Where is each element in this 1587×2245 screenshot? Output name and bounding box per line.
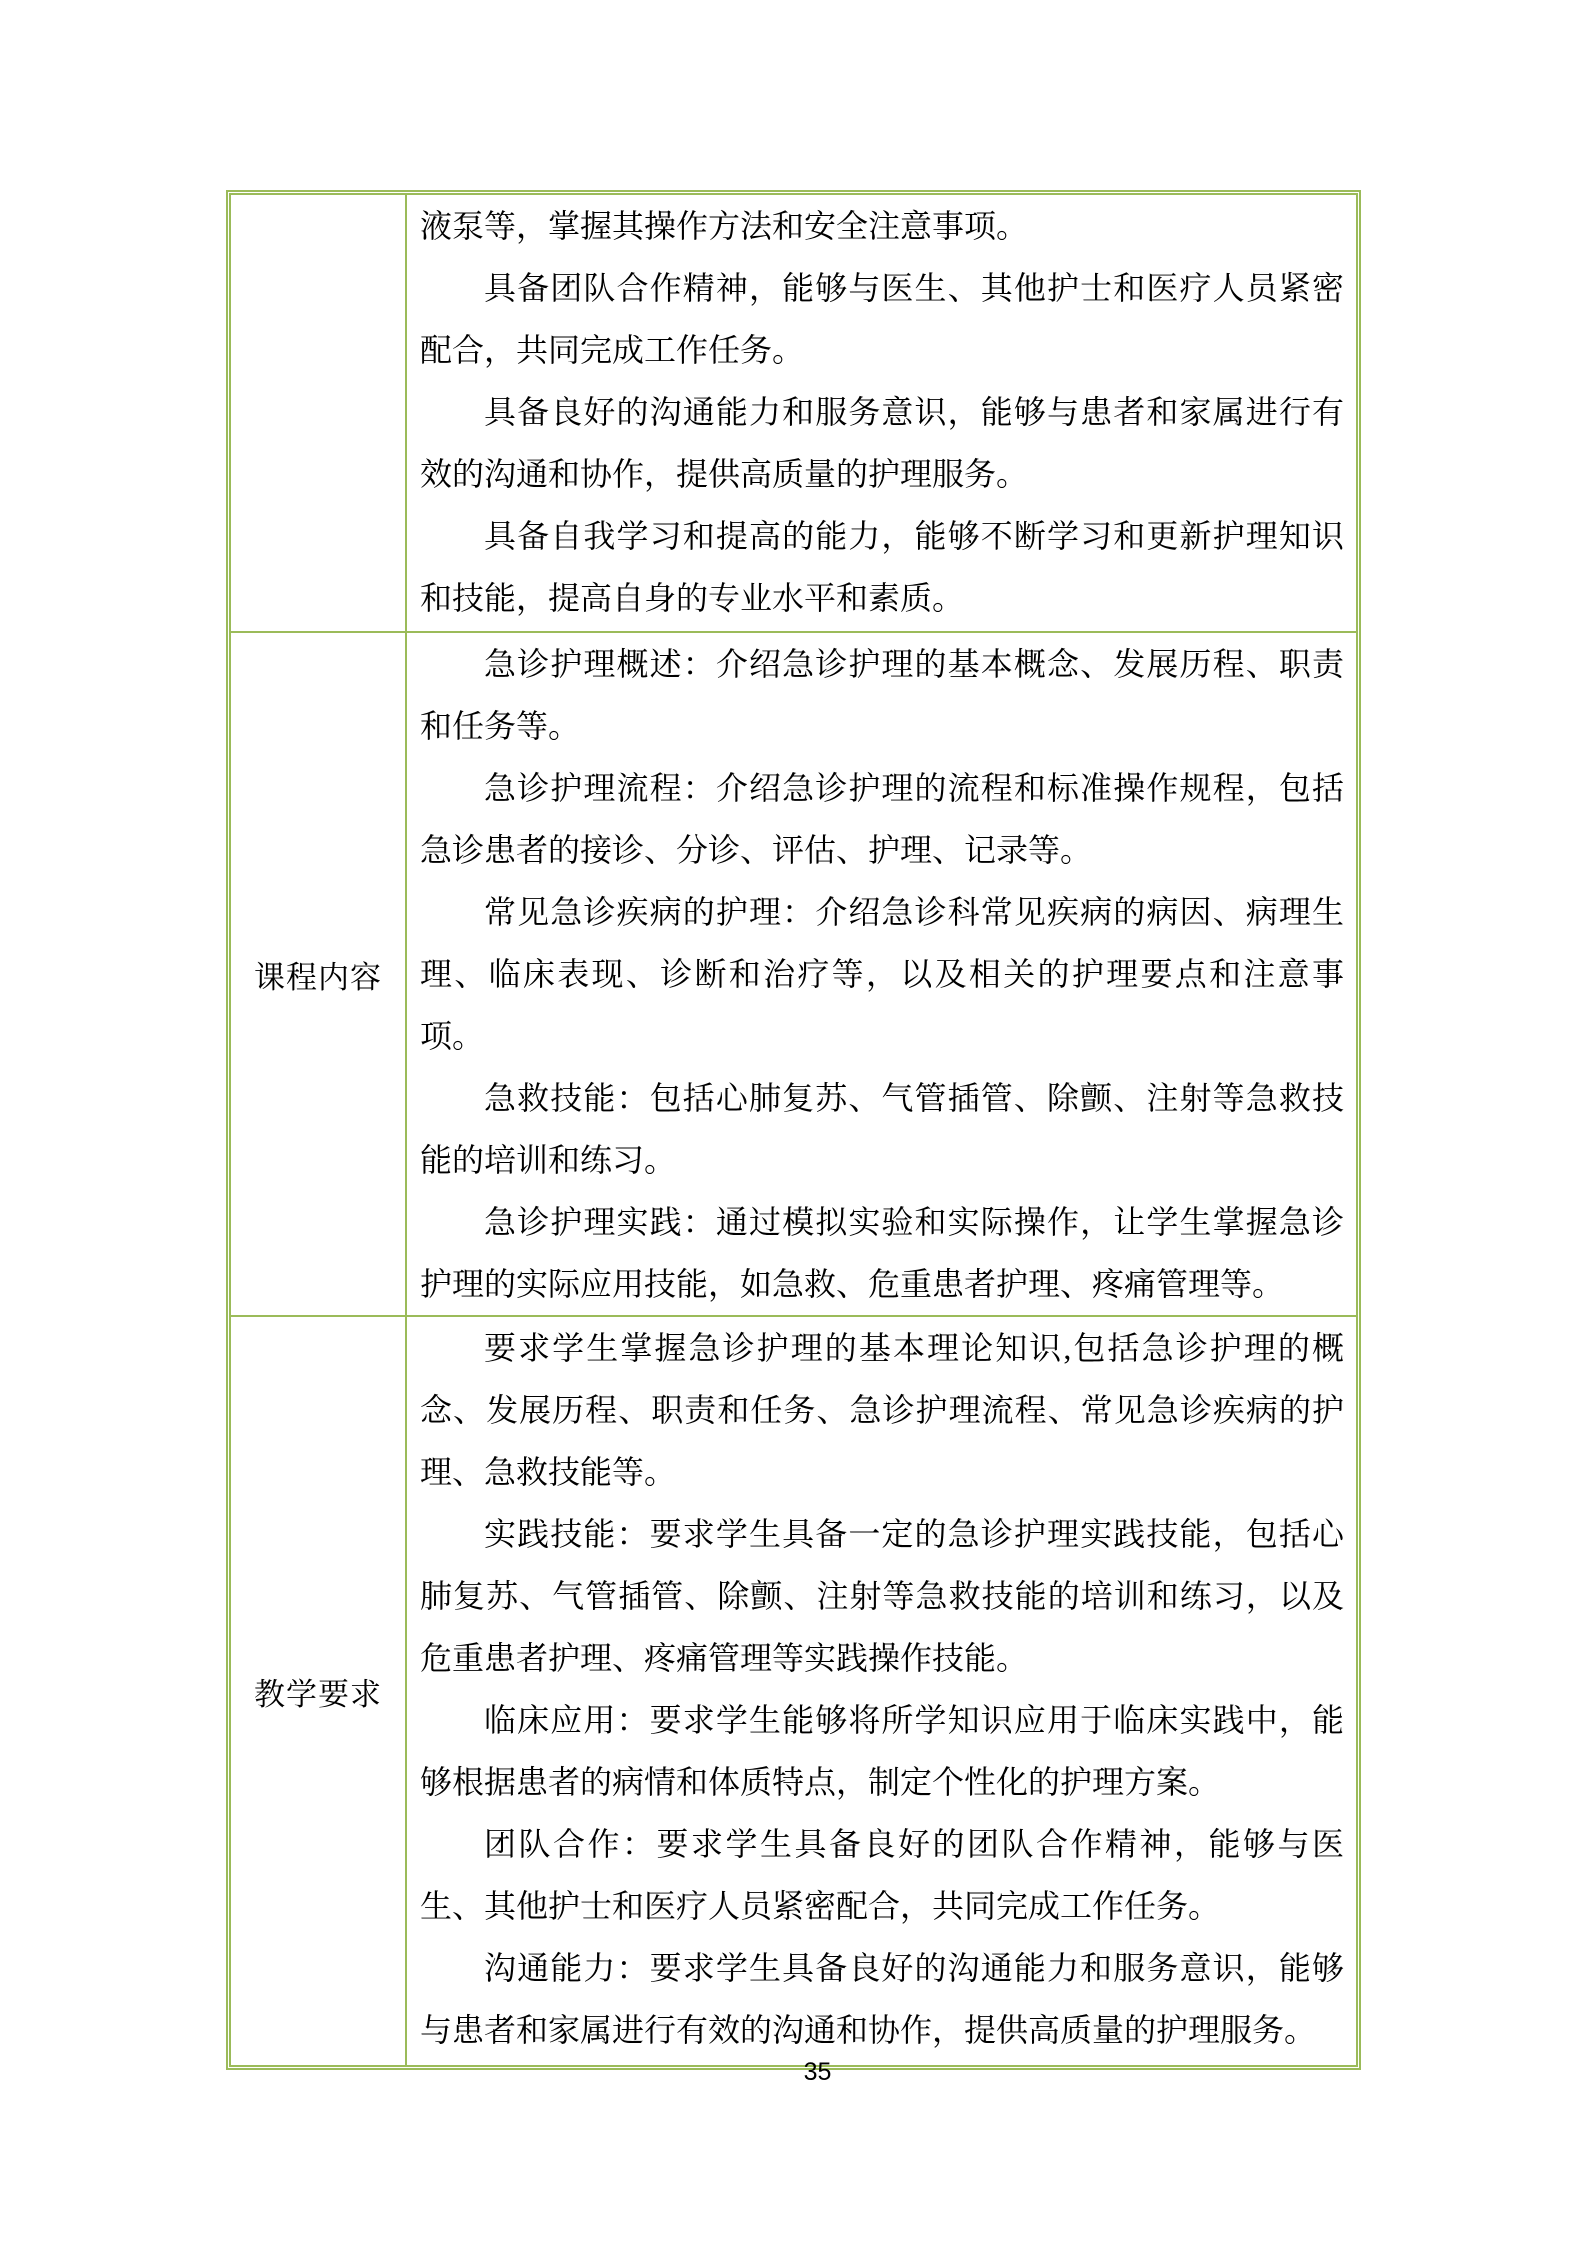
row-label: 课程内容 (254, 959, 382, 995)
content-paragraph: 团队合作：要求学生具备良好的团队合作精神，能够与医生、其他护士和医疗人员紧密配合，共同完成工作任务。 (420, 1826, 1344, 1924)
row-label-cell (231, 633, 407, 1315)
content-paragraph: 急诊护理流程：介绍急诊护理的流程和标准操作规程，包括急诊患者的接诊、分诊、评估、护理、记录等。 (420, 770, 1344, 868)
row-label-cell (231, 195, 407, 631)
content-paragraph: 急救技能：包括心肺复苏、气管插管、除颤、注射等急救技能的培训和练习。 (420, 1080, 1344, 1178)
row-content-cell (407, 1317, 1356, 2065)
course-outline-table (226, 190, 1361, 2070)
row-label-cell (231, 1317, 407, 2065)
row-content-cell (407, 195, 1356, 631)
content-paragraph: 常见急诊疾病的护理：介绍急诊科常见疾病的病因、病理生理、临床表现、诊断和治疗等，以及相关的护理要点和注意事项。 (420, 894, 1344, 1054)
row-content-cell (407, 633, 1356, 1315)
row-label: 教学要求 (254, 1676, 382, 1712)
content-paragraph: 急诊护理实践：通过模拟实验和实际操作，让学生掌握急诊护理的实际应用技能，如急救、危重患者护理、疼痛管理等。 (420, 1204, 1344, 1302)
content-paragraph: 实践技能：要求学生具备一定的急诊护理实践技能，包括心肺复苏、气管插管、除颤、注射等急救技能的培训和练习，以及危重患者护理、疼痛管理等实践操作技能。 (420, 1516, 1344, 1676)
page-number: 35 (803, 2058, 832, 2086)
content-paragraph: 具备团队合作精神，能够与医生、其他护士和医疗人员紧密配合，共同完成工作任务。 (420, 270, 1344, 368)
content-paragraph: 具备良好的沟通能力和服务意识，能够与患者和家属进行有效的沟通和协作，提供高质量的护理服务。 (420, 394, 1344, 492)
content-paragraph: 急诊护理概述：介绍急诊护理的基本概念、发展历程、职责和任务等。 (420, 646, 1344, 744)
table-row (231, 195, 1356, 631)
content-paragraph: 沟通能力：要求学生具备良好的沟通能力和服务意识，能够与患者和家属进行有效的沟通和协作，提供高质量的护理服务。 (420, 1950, 1344, 2048)
content-paragraph: 液泵等，掌握其操作方法和安全注意事项。 (420, 208, 1029, 244)
content-paragraph: 临床应用：要求学生能够将所学知识应用于临床实践中，能够根据患者的病情和体质特点，制定个性化的护理方案。 (420, 1702, 1344, 1800)
content-paragraph: 要求学生掌握急诊护理的基本理论知识,包括急诊护理的概念、发展历程、职责和任务、急诊护理流程、常见急诊疾病的护理、急救技能等。 (420, 1330, 1344, 1490)
table-row (231, 1315, 1356, 2065)
table-row (231, 631, 1356, 1315)
content-paragraph: 具备自我学习和提高的能力，能够不断学习和更新护理知识和技能，提高自身的专业水平和素质。 (420, 518, 1344, 616)
